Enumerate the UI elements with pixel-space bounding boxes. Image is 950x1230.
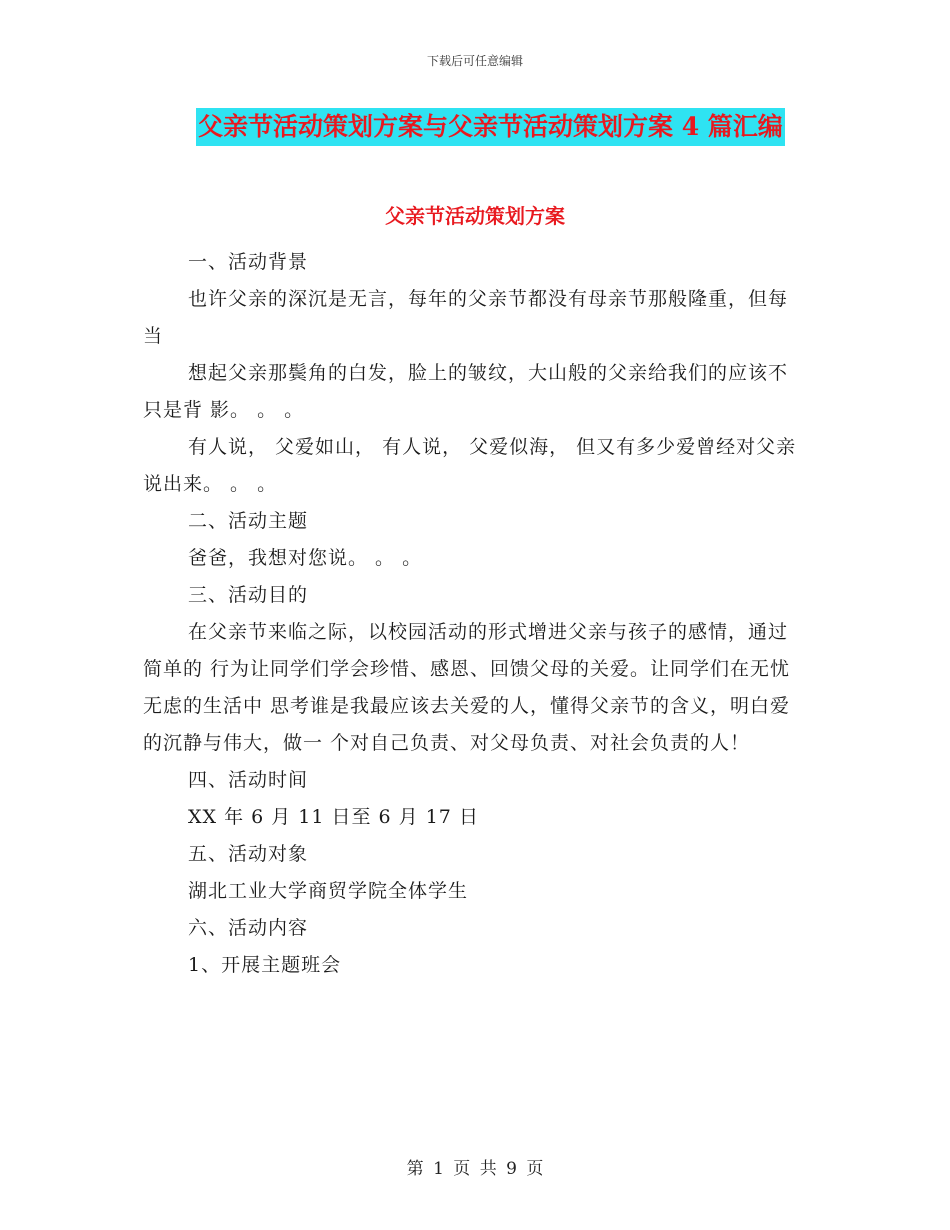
- heading-time: 四、活动时间: [188, 769, 309, 791]
- paragraph: 爸爸，我想对您说。 。 。: [188, 547, 423, 569]
- heading-audience: 五、活动对象: [188, 843, 309, 865]
- heading-purpose: 三、活动目的: [188, 584, 309, 606]
- section-title: 父亲节活动策划方案: [385, 204, 565, 228]
- paragraph: 在父亲节来临之际，以校园活动的形式增进父亲与孩子的感情，通过简单的 行为让同学们学会珍惜、感恩、回馈父母的关爱。让同学们在无忧无虑的生活中 思考谁是我最应该去关爱的人，懂得父亲节的含义，明白爱的沉静与伟大，做一 个对自己负责、对父母负责、对社会负责的人！: [143, 621, 791, 754]
- paragraph: 湖北工业大学商贸学院全体学生: [188, 880, 469, 902]
- paragraph: 有人说， 父爱如山， 有人说， 父爱似海， 但又有多少爱曾经对父亲说出来。 。 。: [143, 436, 797, 495]
- paragraph: 想起父亲那鬓角的白发，脸上的皱纹，大山般的父亲给我们的应该不只是背 影。 。 。: [143, 362, 789, 421]
- heading-background: 一、活动背景: [188, 251, 309, 273]
- heading-content: 六、活动内容: [188, 917, 309, 939]
- document-title: 父亲节活动策划方案与父亲节活动策划方案 4 篇汇编: [196, 108, 785, 146]
- paragraph: 也许父亲的深沉是无言，每年的父亲节都没有母亲节那般隆重，但每当: [143, 288, 789, 347]
- header-note: 下载后可任意编辑: [426, 54, 523, 68]
- paragraph: XX 年 6 月 11 日至 6 月 17 日: [188, 806, 479, 828]
- page-number: 第 1 页 共 9 页: [406, 1159, 544, 1179]
- document-body: [143, 244, 807, 984]
- paragraph: 1、开展主题班会: [188, 954, 342, 976]
- heading-theme: 二、活动主题: [188, 510, 309, 532]
